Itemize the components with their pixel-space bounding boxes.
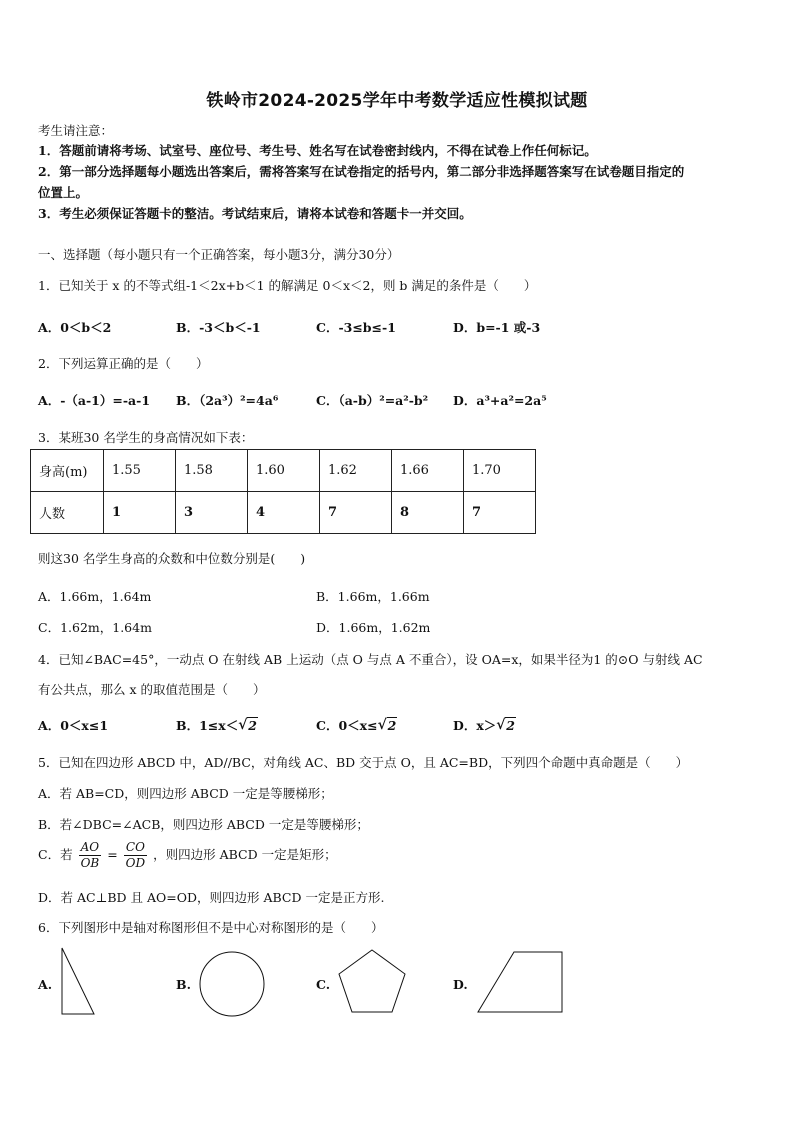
q2-option-c[interactable]: C．（a-b）²=a²-b² [316, 393, 429, 408]
q4-option-a[interactable]: A．0＜x≤1 [38, 718, 109, 733]
q5-option-c-suffix: ，则四边形 ABCD 一定是矩形； [153, 847, 337, 862]
page-title: 铁岭市2024-2025学年中考数学适应性模拟试题 [206, 91, 588, 111]
notice-item-1: 1．答题前请将考场、试室号、座位号、考生号、姓名写在试卷密封线内，不得在试卷上作任何标记。 [38, 143, 597, 158]
height-table [30, 449, 536, 534]
right-triangle-figure[interactable] [58, 945, 98, 1017]
table-cell: 8 [392, 492, 464, 534]
table-header-height: 身高(m) [31, 450, 104, 492]
table-cell: 1.62 [320, 450, 392, 492]
sqrt-radicand: 2 [248, 718, 257, 733]
notice-item-3: 3．考生必须保证答题卡的整洁。考试结束后，请将本试卷和答题卡一并交回。 [38, 206, 472, 221]
table-cell: 1.55 [104, 450, 176, 492]
q4-option-c[interactable] [316, 716, 397, 734]
fraction-co-od [124, 840, 147, 871]
q2-option-b[interactable]: B．（2a³）²=4a⁶ [176, 393, 279, 408]
q4-option-c-text: C．0＜x≤ [316, 718, 378, 733]
equals-sign: = [107, 847, 118, 862]
q3-option-b[interactable]: B．1.66m，1.66m [316, 589, 430, 604]
question-4-stem-line1: 4．已知∠BAC=45°，一动点 O 在射线 AB 上运动（点 O 与点 A 不重合），设 OA=x，如果半径为1 的⊙O 与射线 AC [38, 652, 703, 667]
q6-option-a-label[interactable]: A. [38, 977, 53, 992]
q2-option-a[interactable]: A．-（a-1）=-a-1 [38, 393, 151, 408]
fraction-numerator: CO [124, 840, 147, 856]
q2-option-d[interactable]: D．a³+a²=2a⁵ [453, 393, 547, 408]
question-6-stem: 6．下列图形中是轴对称图形但不是中心对称图形的是（ ） [38, 920, 384, 935]
table-cell: 7 [464, 492, 536, 534]
q5-option-c[interactable] [38, 840, 337, 871]
notice-item-2-cont: 位置上。 [38, 185, 89, 200]
q1-option-c[interactable]: C．-3≤b≤-1 [316, 320, 396, 335]
sqrt-symbol [378, 718, 398, 733]
pentagon-figure[interactable] [336, 947, 408, 1015]
table-cell: 1.70 [464, 450, 536, 492]
q6-option-b-label[interactable]: B. [176, 977, 191, 992]
circle-figure[interactable] [198, 950, 266, 1018]
table-header-count: 人数 [31, 492, 104, 534]
q6-option-c-label[interactable]: C. [316, 977, 331, 992]
question-3-question: 则这30 名学生身高的众数和中位数分别是( ) [38, 551, 306, 566]
table-cell: 1.60 [248, 450, 320, 492]
q3-option-a[interactable]: A．1.66m，1.64m [38, 589, 152, 604]
q5-option-d[interactable]: D．若 AC⊥BD 且 AO=OD，则四边形 ABCD 一定是正方形. [38, 890, 385, 905]
notice-heading: 考生请注意： [38, 123, 114, 138]
fraction-denominator: OD [125, 856, 146, 870]
q5-option-b[interactable]: B．若∠DBC=∠ACB，则四边形 ABCD 一定是等腰梯形； [38, 817, 369, 832]
q3-option-c[interactable]: C．1.62m，1.64m [38, 620, 152, 635]
table-row [31, 450, 536, 492]
question-2-stem: 2．下列运算正确的是（ ） [38, 356, 209, 371]
question-3-stem: 3．某班30 名学生的身高情况如下表： [38, 430, 254, 445]
q5-option-c-prefix: C．若 [38, 847, 73, 862]
question-4-stem-line2: 有公共点，那么 x 的取值范围是（ ） [38, 682, 266, 697]
section-heading: 一、选择题（每小题只有一个正确答案，每小题3分，满分30分） [38, 247, 400, 262]
q5-option-a[interactable]: A．若 AB=CD，则四边形 ABCD 一定是等腰梯形； [38, 786, 333, 801]
table-row [31, 492, 536, 534]
q1-option-a[interactable]: A．0＜b＜2 [38, 320, 112, 335]
table-cell: 3 [176, 492, 248, 534]
sqrt-symbol [238, 718, 258, 733]
fraction-numerator: AO [79, 840, 102, 856]
q3-option-d[interactable]: D．1.66m，1.62m [316, 620, 431, 635]
sqrt-radicand: 2 [506, 718, 515, 733]
notice-item-2: 2．第一部分选择题每小题选出答案后，需将答案写在试卷指定的括号内，第二部分非选择题答案写在试卷题目指定的 [38, 164, 685, 179]
sqrt-radicand: 2 [387, 718, 397, 733]
question-1-stem: 1．已知关于 x 的不等式组-1＜2x+b＜1 的解满足 0＜x＜2，则 b 满足的条件是（ ） [38, 278, 537, 293]
q1-option-b[interactable]: B．-3＜b＜-1 [176, 320, 261, 335]
table-cell: 1.66 [392, 450, 464, 492]
q4-option-b[interactable] [176, 716, 258, 734]
table-cell: 7 [320, 492, 392, 534]
q6-option-d-label[interactable]: D. [453, 977, 468, 992]
table-cell: 1.58 [176, 450, 248, 492]
table-cell: 4 [248, 492, 320, 534]
q4-option-d-text: D．x＞ [453, 718, 497, 733]
fraction-denominator: OB [80, 856, 100, 870]
question-5-stem: 5．已知在四边形 ABCD 中，AD//BC，对角线 AC、BD 交于点 O，且 AC=BD，下列四个命题中真命题是（ ） [38, 755, 689, 770]
q1-option-d[interactable]: D．b=-1 或-3 [453, 320, 541, 335]
q4-option-d[interactable] [453, 716, 516, 734]
table-cell: 1 [104, 492, 176, 534]
fraction-ao-ob [79, 840, 102, 871]
trapezoid-figure[interactable] [476, 950, 566, 1014]
sqrt-symbol [496, 718, 516, 733]
q4-option-b-text: B．1≤x＜ [176, 718, 239, 733]
